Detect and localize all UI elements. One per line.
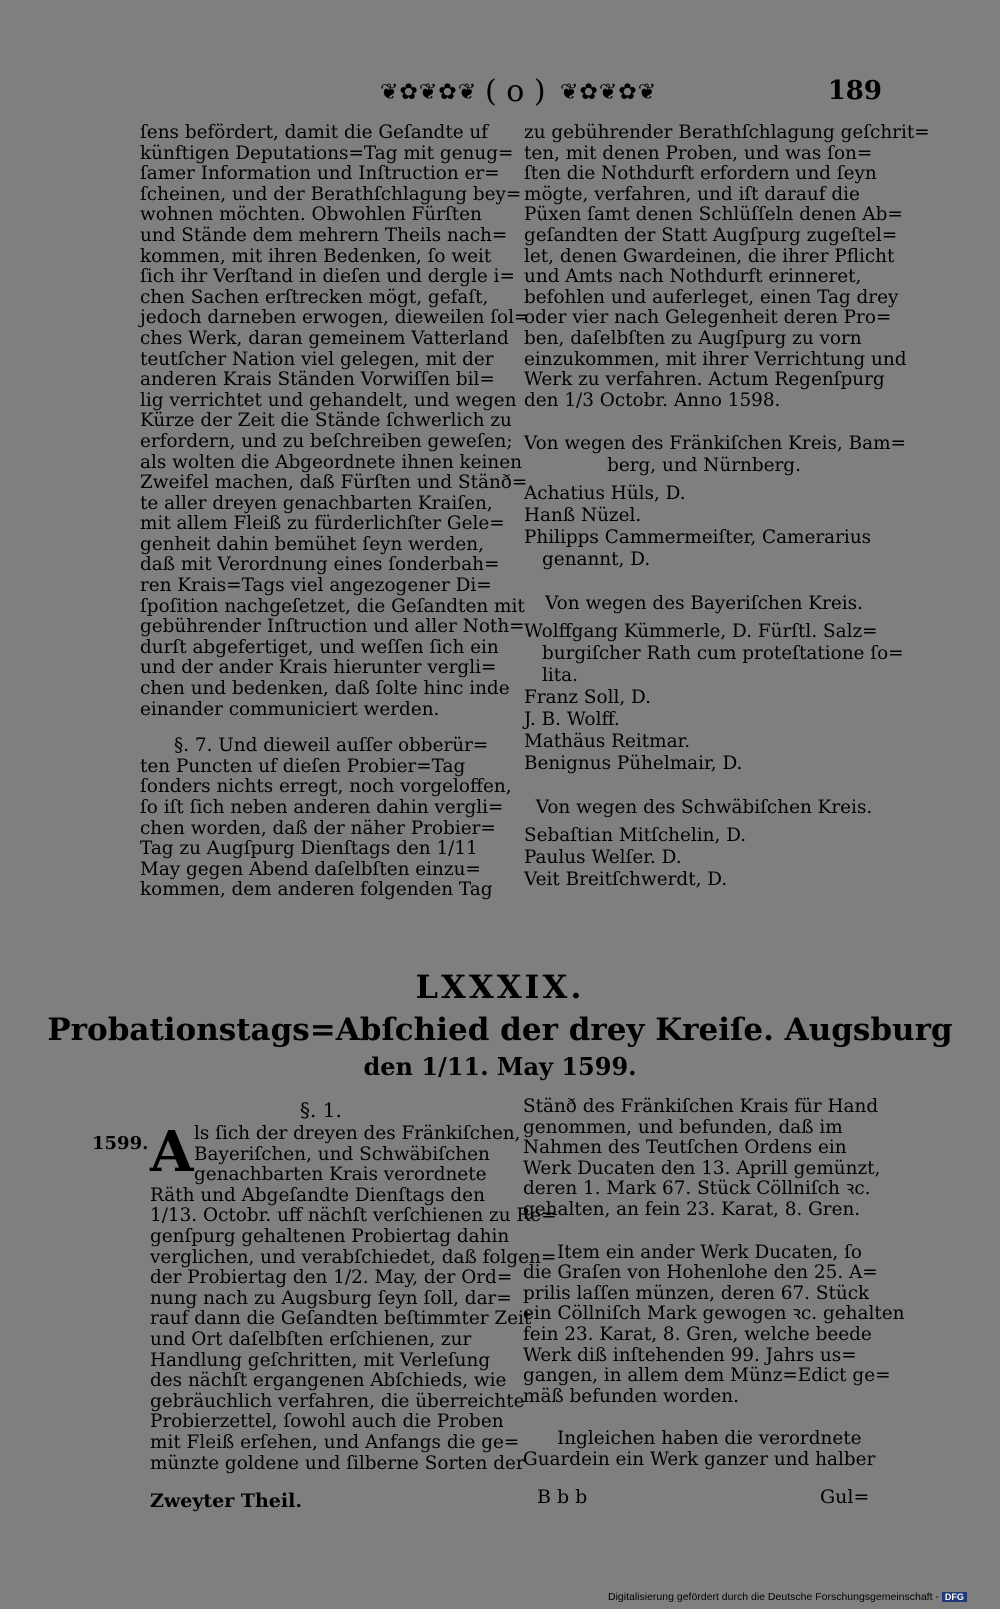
text-line: des nächſt ergangenen Abſchieds, wie xyxy=(150,1370,507,1392)
text-line: nung nach zu Augsburg ſeyn ſoll, dar= xyxy=(150,1287,512,1309)
text-line: chen worden, daß der näher Probier= xyxy=(140,817,496,839)
text-line: §. 7. Und dieweil auſſer obberür= xyxy=(174,735,489,757)
text-line: mögte, verfahren, und iſt darauf die xyxy=(524,183,860,205)
right-column-upper xyxy=(524,122,930,891)
section-date: den 1/11. May 1599. xyxy=(363,1052,637,1081)
text-line: und Stände dem mehrern Theils nach= xyxy=(140,224,508,246)
lower-left-text xyxy=(150,1119,557,1474)
text-line: ſten die Nothdurft erfordern und ſeyn xyxy=(524,163,877,185)
text-line: Von wegen des Fränkiſchen Kreis, Bam= xyxy=(524,433,906,455)
text-line: Kürze der Zeit die Stände ſchwerlich zu xyxy=(140,410,512,432)
text-line: ſamer Information und Inſtruction er= xyxy=(140,163,500,185)
text-line: genachbarten Krais verordnete xyxy=(194,1164,487,1186)
page-number: 189 xyxy=(827,76,882,106)
text-line: künftigen Deputations=Tag mit genug= xyxy=(140,142,514,164)
text-line: Werk diß inſtehenden 99. Jahrs us= xyxy=(523,1344,857,1366)
text-line: Probierzettel, ſowohl auch die Proben xyxy=(150,1411,504,1433)
text-line: te aller dreyen genachbarten Kraiſen, xyxy=(140,492,493,514)
text-line: ſich ihr Verſtand in dieſen und dergle i= xyxy=(140,266,515,288)
text-line: Tag zu Augſpurg Dienſtags den 1/11 xyxy=(140,838,478,860)
header-ornament-left: ❦✿❦✿❦ xyxy=(380,80,478,105)
text-line: ſens befördert, damit die Geſandte uf xyxy=(140,122,489,143)
text-line: mäß befunden worden. xyxy=(523,1385,739,1407)
text-line: befohlen und auferleget, einen Tag drey xyxy=(524,286,899,308)
lower-left-column xyxy=(150,1119,557,1484)
catchword-volume: Zweyter Theil. xyxy=(150,1490,302,1512)
text-line: anderen Krais Ständen Vorwiſſen bil= xyxy=(140,369,495,391)
lower-right-paragraph-3 xyxy=(523,1429,883,1470)
text-line: als wolten die Abgeordnete ihnen keinen xyxy=(140,451,522,473)
text-line: mit Fleiß erſehen, und Anfangs die ge= xyxy=(150,1431,520,1453)
text-line: zu gebührender Berathſchlagung geſchrit= xyxy=(524,122,930,143)
section-title: Probationstags=Abſchied der drey Kreiſe. Augsburg xyxy=(47,1012,953,1048)
lower-right-column xyxy=(523,1096,905,1471)
text-line: let, denen Gwardeinen, die ihrer Pflicht xyxy=(524,245,895,267)
text-line: ſpoſition nachgeſetzet, die Geſandten mit xyxy=(140,595,525,617)
text-line: ls ſich der dreyen des Fränkiſchen, xyxy=(194,1123,521,1144)
drop-cap: A xyxy=(150,1119,194,1185)
text-line: erfordern, und zu beſchreiben geweſen; xyxy=(140,430,513,452)
signatory-list-franconia xyxy=(524,483,884,549)
text-line: lita. xyxy=(542,665,578,687)
text-line: Handlung geſchritten, mit Verleſung xyxy=(150,1349,491,1371)
text-line: ſonders nichts erregt, noch vorgeloffen, xyxy=(140,776,512,798)
text-line: teutſcher Nation viel gelegen, mit der xyxy=(140,348,494,370)
footer-text: Digitalisierung gefördert durch die Deutsche Forschungsgemeinschaft - xyxy=(608,1591,939,1603)
header-ornament-right: ❦✿❦✿❦ xyxy=(560,80,658,105)
text-line: oder vier nach Gelegenheit deren Pro= xyxy=(524,307,892,329)
left-paragraph-1 xyxy=(140,122,530,720)
text-line: ten Puncten uf dieſen Probier=Tag xyxy=(140,755,466,777)
text-line: chen Sachen erſtrecken mögt, gefaſt, xyxy=(140,286,489,308)
text-line: ein Cöllniſch Mark gewogen ꝛc. gehalten xyxy=(523,1303,905,1325)
text-line: genheit dahin bemühet ſeyn werden, xyxy=(140,533,484,555)
text-line: May gegen Abend daſelbſten einzu= xyxy=(140,858,481,880)
text-line: fein 23. Karat, 8. Gren, welche beede xyxy=(523,1323,872,1345)
text-line: prilis laſſen münzen, deren 67. Stück xyxy=(523,1282,870,1304)
text-line: die Graſen von Hohenlohe den 25. A= xyxy=(523,1262,878,1284)
text-line: geſandten der Statt Augſpurg zugeſtel= xyxy=(524,224,898,246)
text-line: Wolffgang Kümmerle, D. Fürſtl. Salz= xyxy=(524,621,878,643)
text-line: Philipps Cammermeiſter, Camerarius xyxy=(524,527,872,549)
signatory-continuation: genannt, D. xyxy=(542,549,651,571)
text-line: verglichen, und verabſchiedet, daß folgen= xyxy=(150,1246,557,1268)
right-paragraph-1 xyxy=(524,122,930,411)
text-line: und der ander Krais hierunter vergli= xyxy=(140,657,497,679)
signatory-continuation-bavaria xyxy=(524,643,904,687)
signatory-list-bavaria-more xyxy=(524,687,884,775)
text-line: jedoch darneben erwogen, dieweilen ſol= xyxy=(140,307,530,329)
text-line: Sebaſtian Mitſchelin, D. xyxy=(524,825,747,847)
text-line: Zweifel machen, daß Fürſten und Stänð= xyxy=(140,472,528,494)
text-line: berg, und Nürnberg. xyxy=(607,455,801,477)
text-line: münzte goldene und ſilberne Sorten der xyxy=(150,1452,525,1474)
text-line: ten, mit denen Proben, und was ſon= xyxy=(524,142,873,164)
text-line: Benignus Pühelmair, D. xyxy=(524,753,743,775)
left-paragraph-2 xyxy=(140,735,512,901)
text-line: chen und bedenken, daß ſolte hinc inde xyxy=(140,678,510,700)
text-line: ſcheinen, und der Berathſchlagung bey= xyxy=(140,183,522,205)
text-line: ben, daſelbſten zu Augſpurg zu vorn xyxy=(524,327,862,349)
text-line: einzukommen, mit ihrer Verrichtung und xyxy=(524,348,907,370)
signatory-heading-swabia: Von wegen des Schwäbiſchen Kreis. xyxy=(535,797,873,819)
text-line: ches Werk, daran gemeinem Vatterland xyxy=(140,327,509,349)
signatory-list-swabia xyxy=(524,825,884,891)
text-line: genſpurg gehaltenen Probiertag dahin xyxy=(150,1225,510,1247)
running-header xyxy=(150,74,882,114)
text-line: gangen, in allem dem Münz=Edict ge= xyxy=(523,1365,891,1387)
signatory-list-bavaria xyxy=(524,621,884,643)
text-line: 1/13. Octobr. uff nächſt verſchienen zu Re= xyxy=(150,1205,557,1227)
text-line: und Ort daſelbſten erſchienen, zur xyxy=(150,1328,472,1350)
text-line: einander communiciert werden. xyxy=(140,698,440,720)
text-line: ren Krais=Tags viel angezogener Di= xyxy=(140,575,492,597)
lower-right-paragraph-1 xyxy=(523,1097,883,1221)
text-line: Item ein ander Werk Ducaten, ſo xyxy=(557,1241,862,1263)
text-line: den 1/3 Octobr. Anno 1598. xyxy=(524,389,781,411)
text-line: Püxen ſamt denen Schlüſſeln denen Ab= xyxy=(524,204,903,226)
text-line: Franz Soll, D. xyxy=(524,687,651,709)
text-line: Hanß Nüzel. xyxy=(524,505,642,527)
text-line: lig verrichtet und gehandelt, und wegen xyxy=(140,389,517,411)
lower-right-paragraph-2 xyxy=(523,1241,905,1408)
text-line: Ingleichen haben die verordnete xyxy=(557,1428,862,1450)
text-line: Bayeriſchen, und Schwäbiſchen xyxy=(194,1143,490,1165)
signatory-heading-franconia xyxy=(524,433,906,477)
text-line: Stänð des Fränkiſchen Krais für Hand xyxy=(523,1096,879,1117)
text-line: und Amts nach Nothdurft erinneret, xyxy=(524,266,862,288)
text-line: Werk zu verfahren. Actum Regenſpurg xyxy=(524,369,885,391)
text-line: Werk Ducaten den 13. Aprill gemünzt, xyxy=(523,1157,881,1179)
paragraph-mark: §. 1. xyxy=(300,1098,342,1122)
text-line: J. B. Wolff. xyxy=(524,709,620,731)
margin-year: 1599. xyxy=(92,1133,149,1154)
signature-mark: Bbb xyxy=(537,1486,594,1508)
section-number: LXXXIX. xyxy=(415,968,585,1006)
header-center-mark: ( o ) xyxy=(485,74,546,109)
signatory-heading-bavaria: Von wegen des Bayeriſchen Kreis. xyxy=(545,593,863,615)
text-line: Veit Breitſchwerdt, D. xyxy=(524,869,728,891)
text-line: burgiſcher Rath cum proteſtatione ſo= xyxy=(542,643,904,665)
text-line: ſo iſt ſich neben anderen dahin vergli= xyxy=(140,797,504,818)
text-line: wohnen möchten. Obwohlen Fürſten xyxy=(140,204,482,226)
text-line: mit allem Fleiß zu fürderlichſter Gele= xyxy=(140,513,505,535)
text-line: gebräuchlich verfahren, die überreichte xyxy=(150,1390,525,1412)
text-line: durſt abgefertiget, und weſſen ſich ein xyxy=(140,636,499,658)
text-line: kommen, mit ihren Bedenken, ſo weit xyxy=(140,245,492,267)
left-column-upper xyxy=(140,122,530,901)
text-line: daß mit Verordnung eines ſonderbah= xyxy=(140,554,500,576)
digitization-credit xyxy=(608,1591,967,1603)
text-line: Paulus Welſer. D. xyxy=(524,847,682,869)
text-line: Achatius Hüls, D. xyxy=(524,483,686,505)
text-line: Mathäus Reitmar. xyxy=(524,731,691,753)
dfg-logo: DFG xyxy=(942,1592,967,1602)
text-line: kommen, dem anderen folgenden Tag xyxy=(140,879,493,901)
text-line: deren 1. Mark 67. Stück Cöllniſch ꝛc. xyxy=(523,1178,871,1200)
text-line: genommen, und befunden, daß im xyxy=(523,1116,843,1138)
text-line: Räth und Abgeſandte Dienſtags den xyxy=(150,1184,485,1206)
text-line: gebührender Inſtruction und aller Noth= xyxy=(140,616,525,638)
text-line: Guardein ein Werk ganzer und halber xyxy=(523,1448,876,1470)
catchword-next: Gul= xyxy=(820,1486,870,1508)
text-line: Nahmen des Teutſchen Ordens ein xyxy=(523,1137,847,1159)
text-line: rauf dann die Geſandten beſtimmter Zeit xyxy=(150,1308,532,1330)
text-line: gehalten, an fein 23. Karat, 8. Gren. xyxy=(523,1198,861,1220)
text-line: der Probiertag den 1/2. May, der Ord= xyxy=(150,1267,513,1289)
